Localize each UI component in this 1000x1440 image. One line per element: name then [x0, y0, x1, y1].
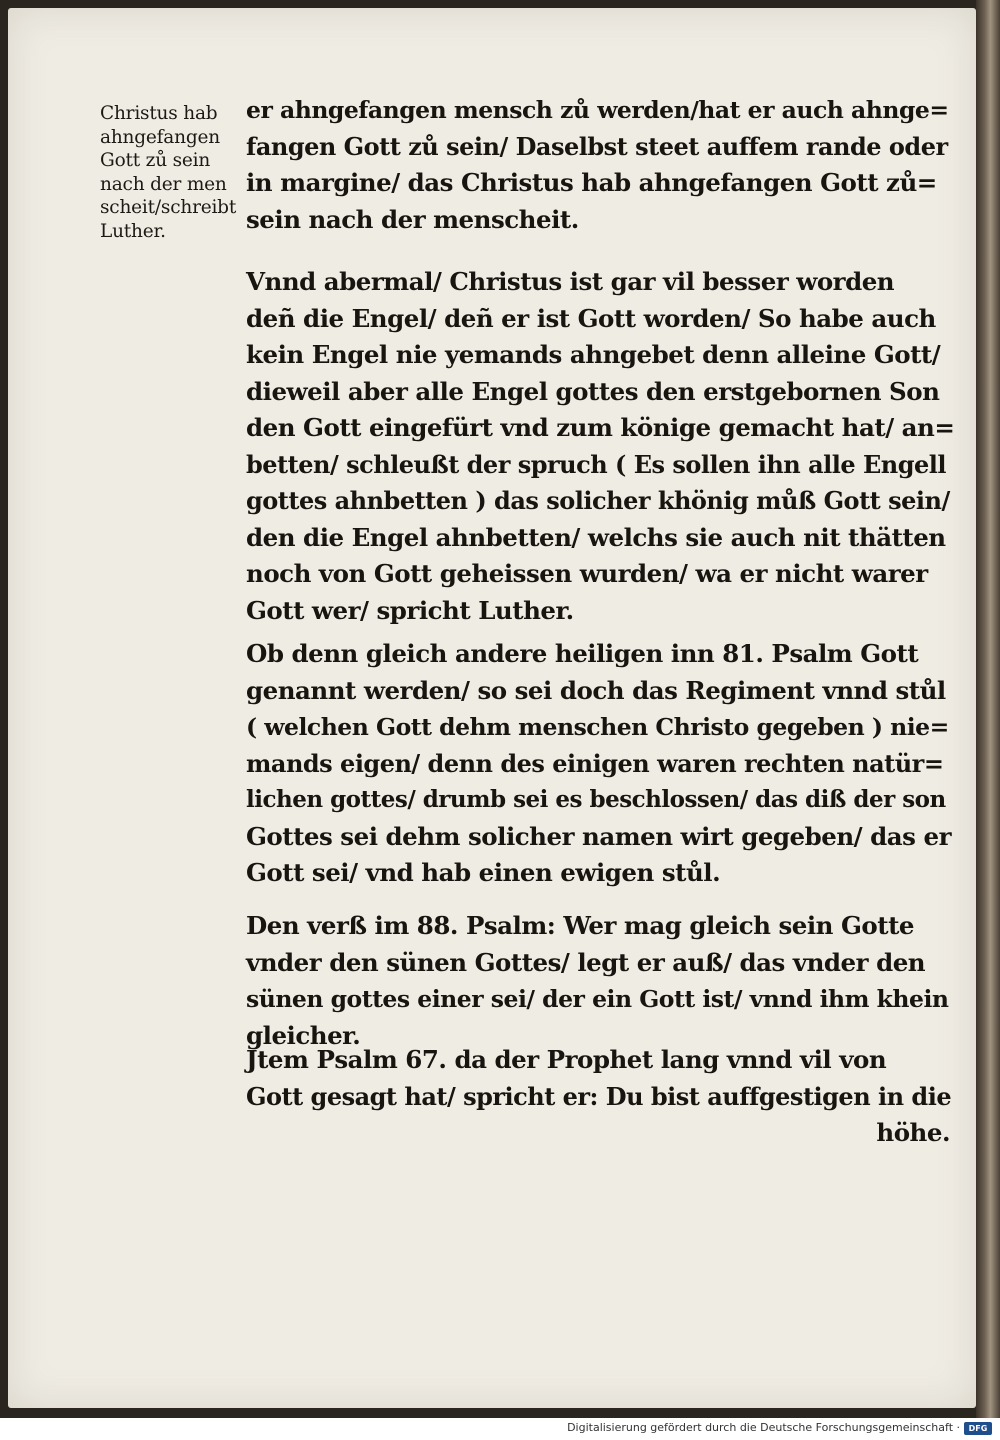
text-line: Vnnd abermal/ Christus ist gar vil besser worden: [246, 267, 895, 296]
text-line: deñ die Engel/ deñ er ist Gott worden/ So habe auch: [246, 303, 936, 333]
text-line: lichen gottes/ drumb sei es beschlossen/ das diß der son: [246, 786, 946, 813]
text-line: den Gott eingefürt vnd zum könige gemacht hat/ an=: [246, 413, 955, 442]
marginal-line: Gott zů sein: [100, 150, 211, 171]
text-line: Den verß im 88. Psalm: Wer mag gleich sein Gotte: [246, 911, 914, 940]
text-line: er ahngefangen mensch zů werden/hat er auch ahnge=: [246, 96, 949, 124]
book-edge: [976, 0, 1000, 1418]
text-line: sünen gottes einer sei/ der ein Gott ist/ vnnd ihm khein: [246, 985, 949, 1013]
text-line: noch von Gott geheissen wurden/ wa er nicht warer: [246, 559, 928, 588]
text-line: sein nach der menscheit.: [246, 204, 579, 234]
text-line: gottes ahnbetten ) das solicher khönig můß Gott sein/: [246, 486, 950, 515]
marginal-line: scheit/schreibt: [100, 197, 237, 218]
text-line: Gott gesagt hat/ spricht er: Du bist auffgestigen in die: [246, 1081, 952, 1111]
marginal-line: ahngefangen: [100, 126, 220, 148]
text-line: Gott wer/ spricht Luther.: [246, 595, 574, 625]
funding-credit: Digitalisierung gefördert durch die Deutsche Forschungsgemeinschaft ·: [567, 1421, 960, 1434]
text-line: betten/ schleußt der spruch ( Es sollen ihn alle Engell: [246, 449, 947, 479]
paragraph-2: [246, 264, 958, 629]
dfg-logo-icon: [964, 1422, 992, 1435]
paragraph-1: [246, 92, 958, 238]
text-line: den die Engel ahnbetten/ welchs sie auch nit thätten: [246, 522, 946, 552]
dfg-logo-label: DFG: [968, 1424, 988, 1433]
catchword: höhe.: [876, 1118, 950, 1147]
marginal-note: [100, 102, 250, 243]
text-line: in margine/ das Christus hab ahngefangen Gott zů=: [246, 168, 937, 197]
text-line: fangen Gott zů sein/ Daselbst steet auffem rande oder: [246, 131, 948, 161]
text-line: dieweil aber alle Engel gottes den erstgebornen Son: [246, 376, 940, 406]
footer-bar: [0, 1418, 1000, 1440]
marginal-line: Christus hab: [100, 103, 218, 124]
text-line: Gott sei/ vnd hab einen ewigen stůl.: [246, 858, 721, 887]
text-line: vnder den sünen Gottes/ legt er auß/ das vnder den: [246, 947, 926, 977]
text-line: gleicher.: [246, 1020, 361, 1050]
text-line: genannt werden/ so sei doch das Regiment vnnd stůl: [246, 675, 946, 705]
paragraph-3: [246, 636, 958, 892]
text-line: Ob denn gleich andere heiligen inn 81. Psalm Gott: [246, 639, 919, 668]
marginal-line: Luther.: [100, 220, 166, 242]
paragraph-4: [246, 908, 958, 1054]
paragraph-5: [246, 1042, 958, 1152]
text-line: Jtem Psalm 67. da der Prophet lang vnnd vil von: [246, 1045, 887, 1074]
marginal-line: nach der men: [100, 173, 227, 195]
text-line: ( welchen Gott dehm menschen Christo gegeben ) nie=: [246, 713, 949, 741]
text-line: Gottes sei dehm solicher namen wirt gegeben/ das er: [246, 821, 951, 851]
text-line: kein Engel nie yemands ahngebet denn alleine Gott/: [246, 340, 941, 369]
text-line: mands eigen/ denn des einigen waren rechten natür=: [246, 748, 944, 778]
